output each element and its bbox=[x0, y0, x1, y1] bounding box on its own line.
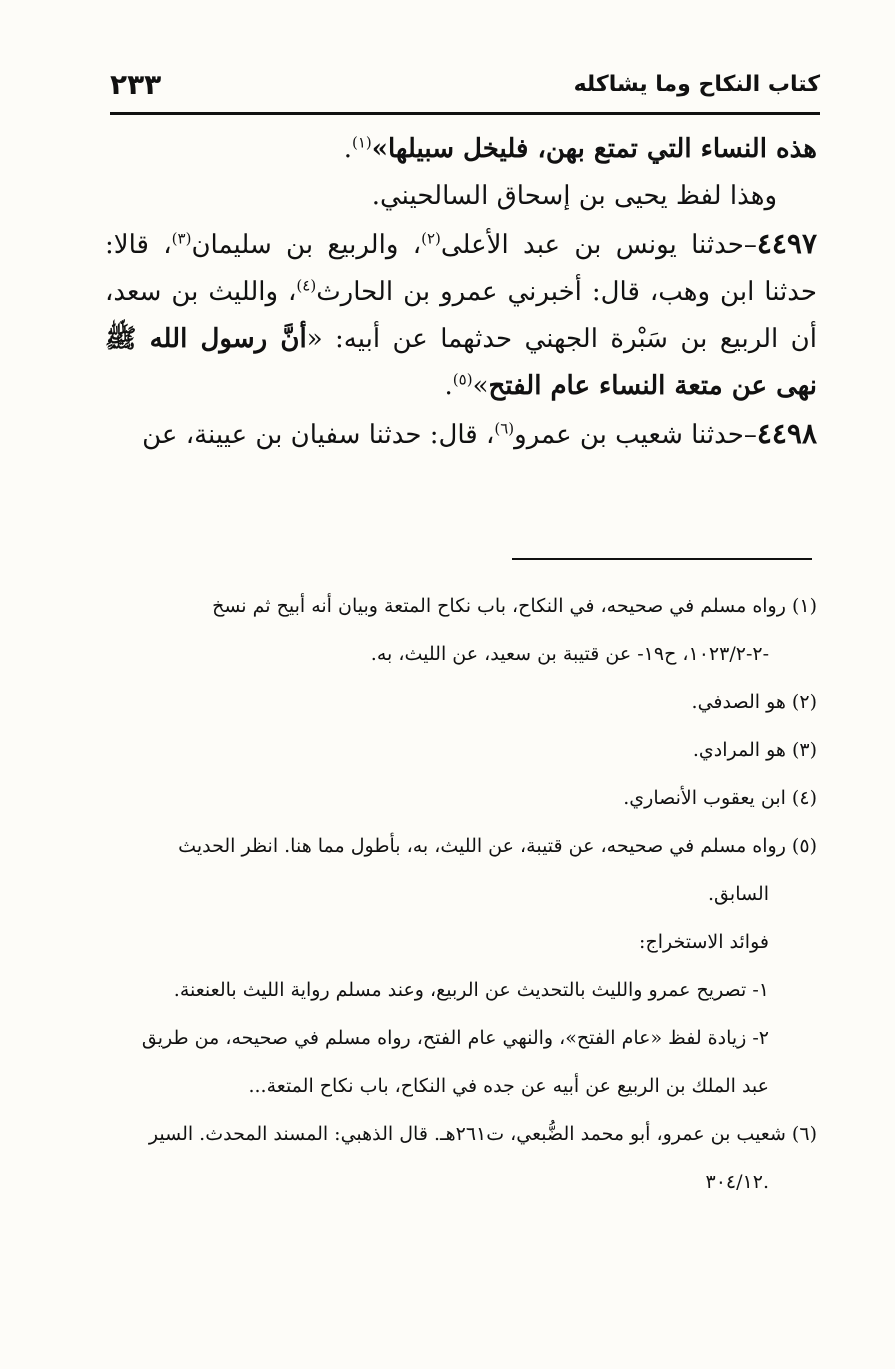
hadith-4497: ٤٤٩٧–حدثنا يونس بن عبد الأعلى$^{(٢)}$، والربيع بن سليمان$^{(٣)}$، قالا: حدثنا ابن وهب، قال: أخبرني عمرو بن الحارث$^{(٤)}$، والليث بن سعد، أن الربيع بن سَبْرة الجهني حدثهما عن أبيه: «أنَّ رسول الله ﷺ نهى عن متعة النساء عام الفتح»$^{(٥)}$. bbox=[105, 227, 817, 401]
paragraph-1: هذه النساء التي تمتع بهن، فليخل سبيلها»$^{(١)}$. bbox=[343, 133, 817, 164]
fawaid-item-1: ١- تصريح عمرو والليث بالتحديث عن الربيع، وعند مسلم رواية الليث بالعنعنة. bbox=[173, 979, 769, 1001]
footnote-ref-1: (١) bbox=[351, 133, 372, 152]
footnote-4: (٤) ابن يعقوب الأنصاري. bbox=[623, 787, 817, 809]
footnote-6-cont: .٣٠٤/١٢ bbox=[705, 1171, 769, 1193]
footnote-ref-6: (٦) bbox=[494, 419, 515, 438]
running-header bbox=[110, 68, 820, 115]
footnote-5-cont: السابق. bbox=[708, 883, 769, 905]
hadith-text-end: هذه النساء التي تمتع بهن، فليخل سبيلها» bbox=[371, 134, 817, 164]
hadith-matn: أنَّ رسول الله ﷺ نهى عن متعة النساء عام الفتح bbox=[105, 324, 817, 401]
footnote-6: (٦) شعيب بن عمرو، أبو محمد الضُّبعي، ت٢٦١هـ. قال الذهبي: المسند المحدث. السير bbox=[148, 1123, 817, 1145]
main-text bbox=[105, 126, 817, 459]
footnote-ref-3: (٣) bbox=[171, 229, 192, 248]
footnote-ref-5: (٥) bbox=[452, 370, 473, 389]
fawaid-heading: فوائد الاستخراج: bbox=[639, 931, 769, 953]
hadith-number: ٤٤٩٧ bbox=[756, 227, 817, 260]
footnote-separator bbox=[512, 558, 812, 560]
footnote-ref-2: (٢) bbox=[421, 229, 441, 248]
fawaid-item-2: ٢- زيادة لفظ «عام الفتح»، والنهي عام الفتح، رواه مسلم في صحيحه، من طريق bbox=[141, 1027, 769, 1049]
footnote-1: (١) رواه مسلم في صحيحه، في النكاح، باب نكاح المتعة وبيان أنه أبيح ثم نسخ bbox=[212, 595, 817, 617]
fawaid-item-2-cont: عبد الملك بن الربيع عن أبيه عن جده في النكاح، باب نكاح المتعة... bbox=[248, 1075, 769, 1097]
footnote-1-cont: -٢-١٠٢٣/٢، ح١٩- عن قتيبة بن سعيد، عن الليث، به. bbox=[370, 643, 769, 665]
hadith-number: ٤٤٩٨ bbox=[756, 417, 817, 450]
chapter-title: كتاب النكاح وما يشاكله bbox=[573, 72, 820, 97]
paragraph-2: وهذا لفظ يحيى بن إسحاق السالحيني. bbox=[371, 181, 777, 211]
hadith-4498: ٤٤٩٨–حدثنا شعيب بن عمرو$^{(٦)}$، قال: حدثنا سفيان بن عيينة، عن bbox=[142, 417, 817, 450]
page-number: ٢٣٣ bbox=[110, 68, 162, 101]
footnote-5: (٥) رواه مسلم في صحيحه، عن قتيبة، عن الليث، به، بأطول مما هنا. انظر الحديث bbox=[178, 835, 817, 857]
footnote-ref-4: (٤) bbox=[296, 276, 317, 295]
footnote-3: (٣) هو المرادي. bbox=[692, 739, 817, 761]
footnote-2: (٢) هو الصدفي. bbox=[691, 691, 817, 713]
footnotes bbox=[105, 582, 817, 1206]
